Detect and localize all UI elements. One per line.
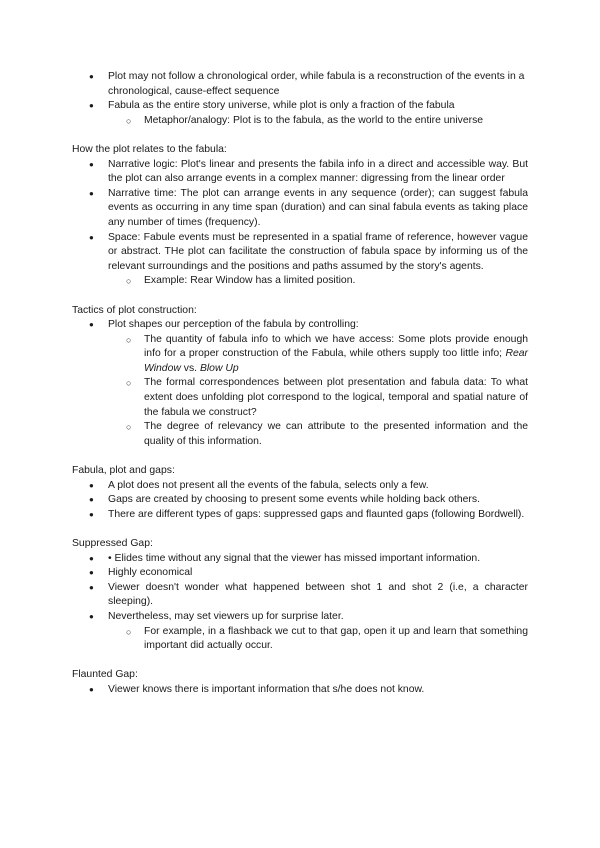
film-title: Rear Window (144, 348, 528, 374)
sub-list-item: ○ The degree of relevancy we can attribute to the presented information and the quality of this information. (72, 420, 528, 449)
list-item: ● Fabula as the entire story universe, while plot is only a fraction of the fabula (72, 99, 528, 114)
sub-list-item: ○ The formal correspondences between plot presentation and fabula data: To what extent does unfolding plot correspond to the logical, temporal and spatial nature of the fabula we construct? (72, 376, 528, 420)
bullet-list (72, 158, 528, 289)
suppressed-gap-section (72, 537, 528, 654)
document-page (72, 70, 528, 698)
bullet-list (72, 552, 528, 654)
list-item: ● Highly economical (72, 566, 528, 581)
sub-item-text: The quantity of fabula info to which we have access: Some plots provide enough info for a proper construction of the Fabula, while others supply too little info; (144, 333, 528, 360)
section-heading: How the plot relates to the fabula: (72, 143, 227, 155)
sub-list-item: ○ For example, in a flashback we cut to that gap, open it up and learn that something important did actually occur. (72, 625, 528, 654)
list-item: ● Viewer knows there is important information that s/he does not know. (72, 683, 528, 698)
list-item: ● Narrative time: The plot can arrange events in any sequence (order); can suggest fabula events as occurring in any time span (duration) and can sinal fabula events as taking place any number of times (frequency). (72, 187, 528, 231)
list-item: ● • Elides time without any signal that the viewer has missed important information. (72, 552, 528, 567)
list-item: ● Plot may not follow a chronological order, while fabula is a reconstruction of the events in a chronological, cause-effect sequence (72, 70, 528, 99)
list-item: ● There are different types of gaps: suppressed gaps and flaunted gaps (following Bordwell). (72, 508, 528, 523)
sub-list-item: ○ Metaphor/analogy: Plot is to the fabula, as the world to the entire universe (72, 114, 528, 129)
list-item: ● Plot shapes our perception of the fabula by controlling: (72, 318, 528, 333)
bullet-list (72, 479, 528, 523)
bullet-list (72, 683, 528, 698)
section-heading: Tactics of plot construction: (72, 304, 197, 316)
section-heading: Suppressed Gap: (72, 538, 153, 549)
sub-list-item (72, 333, 528, 377)
list-item: ● Space: Fabule events must be represented in a spatial frame of reference, however vague or abstract. THe plot can facilitate the construction of fabula space by informing us of the relevant surroundings and the positions and paths assumed by the story's agents. (72, 231, 528, 275)
intro-section (72, 70, 528, 128)
bullet-list (72, 318, 528, 449)
list-item: ● A plot does not present all the events of the fabula, selects only a few. (72, 479, 528, 494)
list-item: ● Narrative logic: Plot's linear and presents the fabila info in a direct and accessible way. But the plot can also arrange events in a complex manner: digressing from the linear order (72, 158, 528, 187)
versus-text: vs. (183, 362, 198, 374)
flaunted-gap-section (72, 668, 528, 697)
sub-list-item: ○ Example: Rear Window has a limited position. (72, 274, 528, 289)
tactics-section (72, 304, 528, 450)
list-item: ● Nevertheless, may set viewers up for surprise later. (72, 610, 528, 625)
gaps-section (72, 464, 528, 522)
section-heading: Fabula, plot and gaps: (72, 465, 175, 477)
bullet-list (72, 70, 528, 128)
list-item: ● Gaps are created by choosing to present some events while holding back others. (72, 493, 528, 508)
relates-section (72, 143, 528, 289)
film-title: Blow Up (199, 362, 239, 374)
section-heading: Flaunted Gap: (72, 669, 138, 681)
list-item: ● Viewer doesn't wonder what happened between shot 1 and shot 2 (i.e, a character sleeping). (72, 581, 528, 610)
